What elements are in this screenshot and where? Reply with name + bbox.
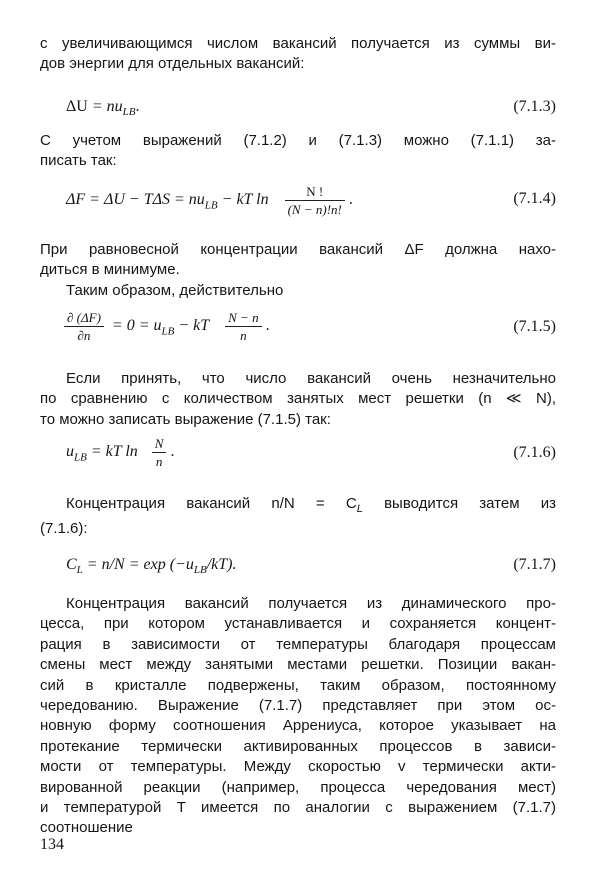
eq-rhs: = nu	[91, 98, 123, 115]
eq-subscript: LB	[161, 325, 175, 338]
equation-number: (7.1.5)	[513, 318, 556, 335]
fraction-denominator: (N − n)!n!	[287, 202, 342, 217]
eq-subscript: L	[76, 564, 83, 577]
text-line: по сравнению с количеством занятых мест решетки (n ≪ N),	[40, 390, 556, 408]
text-line: При равновесной концентрации вакансий ΔF должна нахо-	[40, 241, 556, 258]
text-line: Если принять, что число вакансий очень незначительно	[66, 370, 556, 387]
eq-lhs: ΔF = ΔU − TΔS = nu	[66, 191, 205, 209]
text-line: вированной реакции (например, процесса чередования мест)	[40, 778, 556, 796]
text-subscript: L	[356, 503, 363, 515]
text-line: Таким образом, действительно	[66, 282, 284, 299]
text-line: писать так:	[40, 152, 117, 170]
fraction-denominator: ∂n	[77, 328, 91, 343]
eq-lhs: ΔU	[66, 98, 88, 115]
eq-subscript: LB	[74, 451, 87, 464]
text-line: и температурой T имеется по аналогии с выражением (7.1.7)	[40, 799, 556, 817]
eq-fraction	[152, 436, 167, 469]
paragraph-intro	[40, 34, 556, 75]
text-line: протекание термически активированных процессов в зависи-	[40, 737, 556, 755]
eq-lhs: u	[66, 443, 74, 461]
equation-7-1-7	[66, 548, 556, 588]
text-line: то можно записать выражение (7.1.5) так:	[40, 410, 331, 428]
eq-mid: = n/N = exp (−u	[82, 556, 194, 573]
text-segment: выводится затем из	[362, 495, 556, 512]
text-line: смены мест между занятыми местами решетки. Позиции вакан-	[40, 656, 556, 674]
fraction-numerator: N !	[285, 184, 345, 201]
paragraph-concentration	[40, 494, 556, 540]
text-line: новную форму соотношения Аррениуса, которое указывает на	[40, 717, 556, 735]
equation-7-1-6	[66, 434, 556, 478]
text-line: соотношение	[40, 819, 133, 837]
equation-7-1-3	[66, 90, 556, 130]
eq-tail: .	[265, 317, 270, 335]
text-line	[40, 494, 556, 519]
text-line: Концентрация вакансий получается из динамического про-	[66, 595, 556, 612]
eq-subscript: LB	[193, 564, 207, 577]
fraction-numerator: ∂ (ΔF)	[64, 310, 104, 327]
eq-fraction	[225, 310, 261, 343]
eq-tail: .	[170, 443, 175, 461]
equation-number: (7.1.3)	[513, 98, 556, 115]
paragraph-approximation	[40, 369, 556, 430]
text-segment: Концентрация вакансий n/N = C	[66, 495, 357, 512]
eq-tail: /kT).	[206, 556, 237, 573]
equation-number: (7.1.7)	[513, 556, 556, 573]
page-number: 134	[40, 836, 64, 853]
text-line: диться в минимуме.	[40, 261, 180, 279]
eq-subscript: LB	[122, 106, 136, 119]
eq-tail: .	[348, 191, 353, 209]
text-line: чередованию. Выражение (7.1.7) представляет при этом ос-	[40, 697, 556, 715]
fraction-numerator: N	[152, 436, 167, 453]
text-line: мости от температуры. Между скоростью v термически акти-	[40, 758, 556, 776]
eq-mid2: − kT	[174, 317, 210, 335]
eq-fraction-derivative	[64, 310, 104, 343]
paragraph-arrhenius	[40, 594, 556, 839]
fraction-denominator: n	[155, 454, 163, 469]
text-line: цесса, при котором устанавливается и сохраняется концент-	[40, 615, 556, 633]
equation-7-1-4	[66, 180, 556, 220]
equation-7-1-5	[64, 308, 556, 352]
text-line: с увеличивающимся числом вакансий получается из суммы ви-	[40, 35, 556, 52]
fraction-numerator: N − n	[225, 310, 261, 327]
fraction-denominator: n	[240, 328, 247, 343]
eq-subscript: LB	[204, 199, 218, 212]
text-line: дов энергии для отдельных вакансий:	[40, 55, 305, 73]
eq-mid: − kT ln	[217, 191, 269, 209]
equation-number: (7.1.4)	[513, 190, 556, 207]
eq-fraction	[285, 184, 345, 217]
equation-number: (7.1.6)	[513, 444, 556, 461]
paragraph-substitution	[40, 131, 556, 172]
text-line: (7.1.6):	[40, 520, 88, 538]
text-line: рация в зависимости от температуры благодаря процессам	[40, 635, 556, 653]
text-line: сий в кристалле подвержены, таким образом, постоянному	[40, 676, 556, 694]
eq-mid: = 0 = u	[111, 317, 162, 335]
paragraph-thus	[66, 281, 556, 301]
paragraph-equilibrium	[40, 240, 556, 281]
eq-tail: .	[135, 98, 140, 115]
eq-lhs: C	[66, 556, 77, 573]
eq-mid: = kT ln	[86, 443, 138, 461]
text-line: С учетом выражений (7.1.2) и (7.1.3) можно (7.1.1) за-	[40, 132, 556, 149]
